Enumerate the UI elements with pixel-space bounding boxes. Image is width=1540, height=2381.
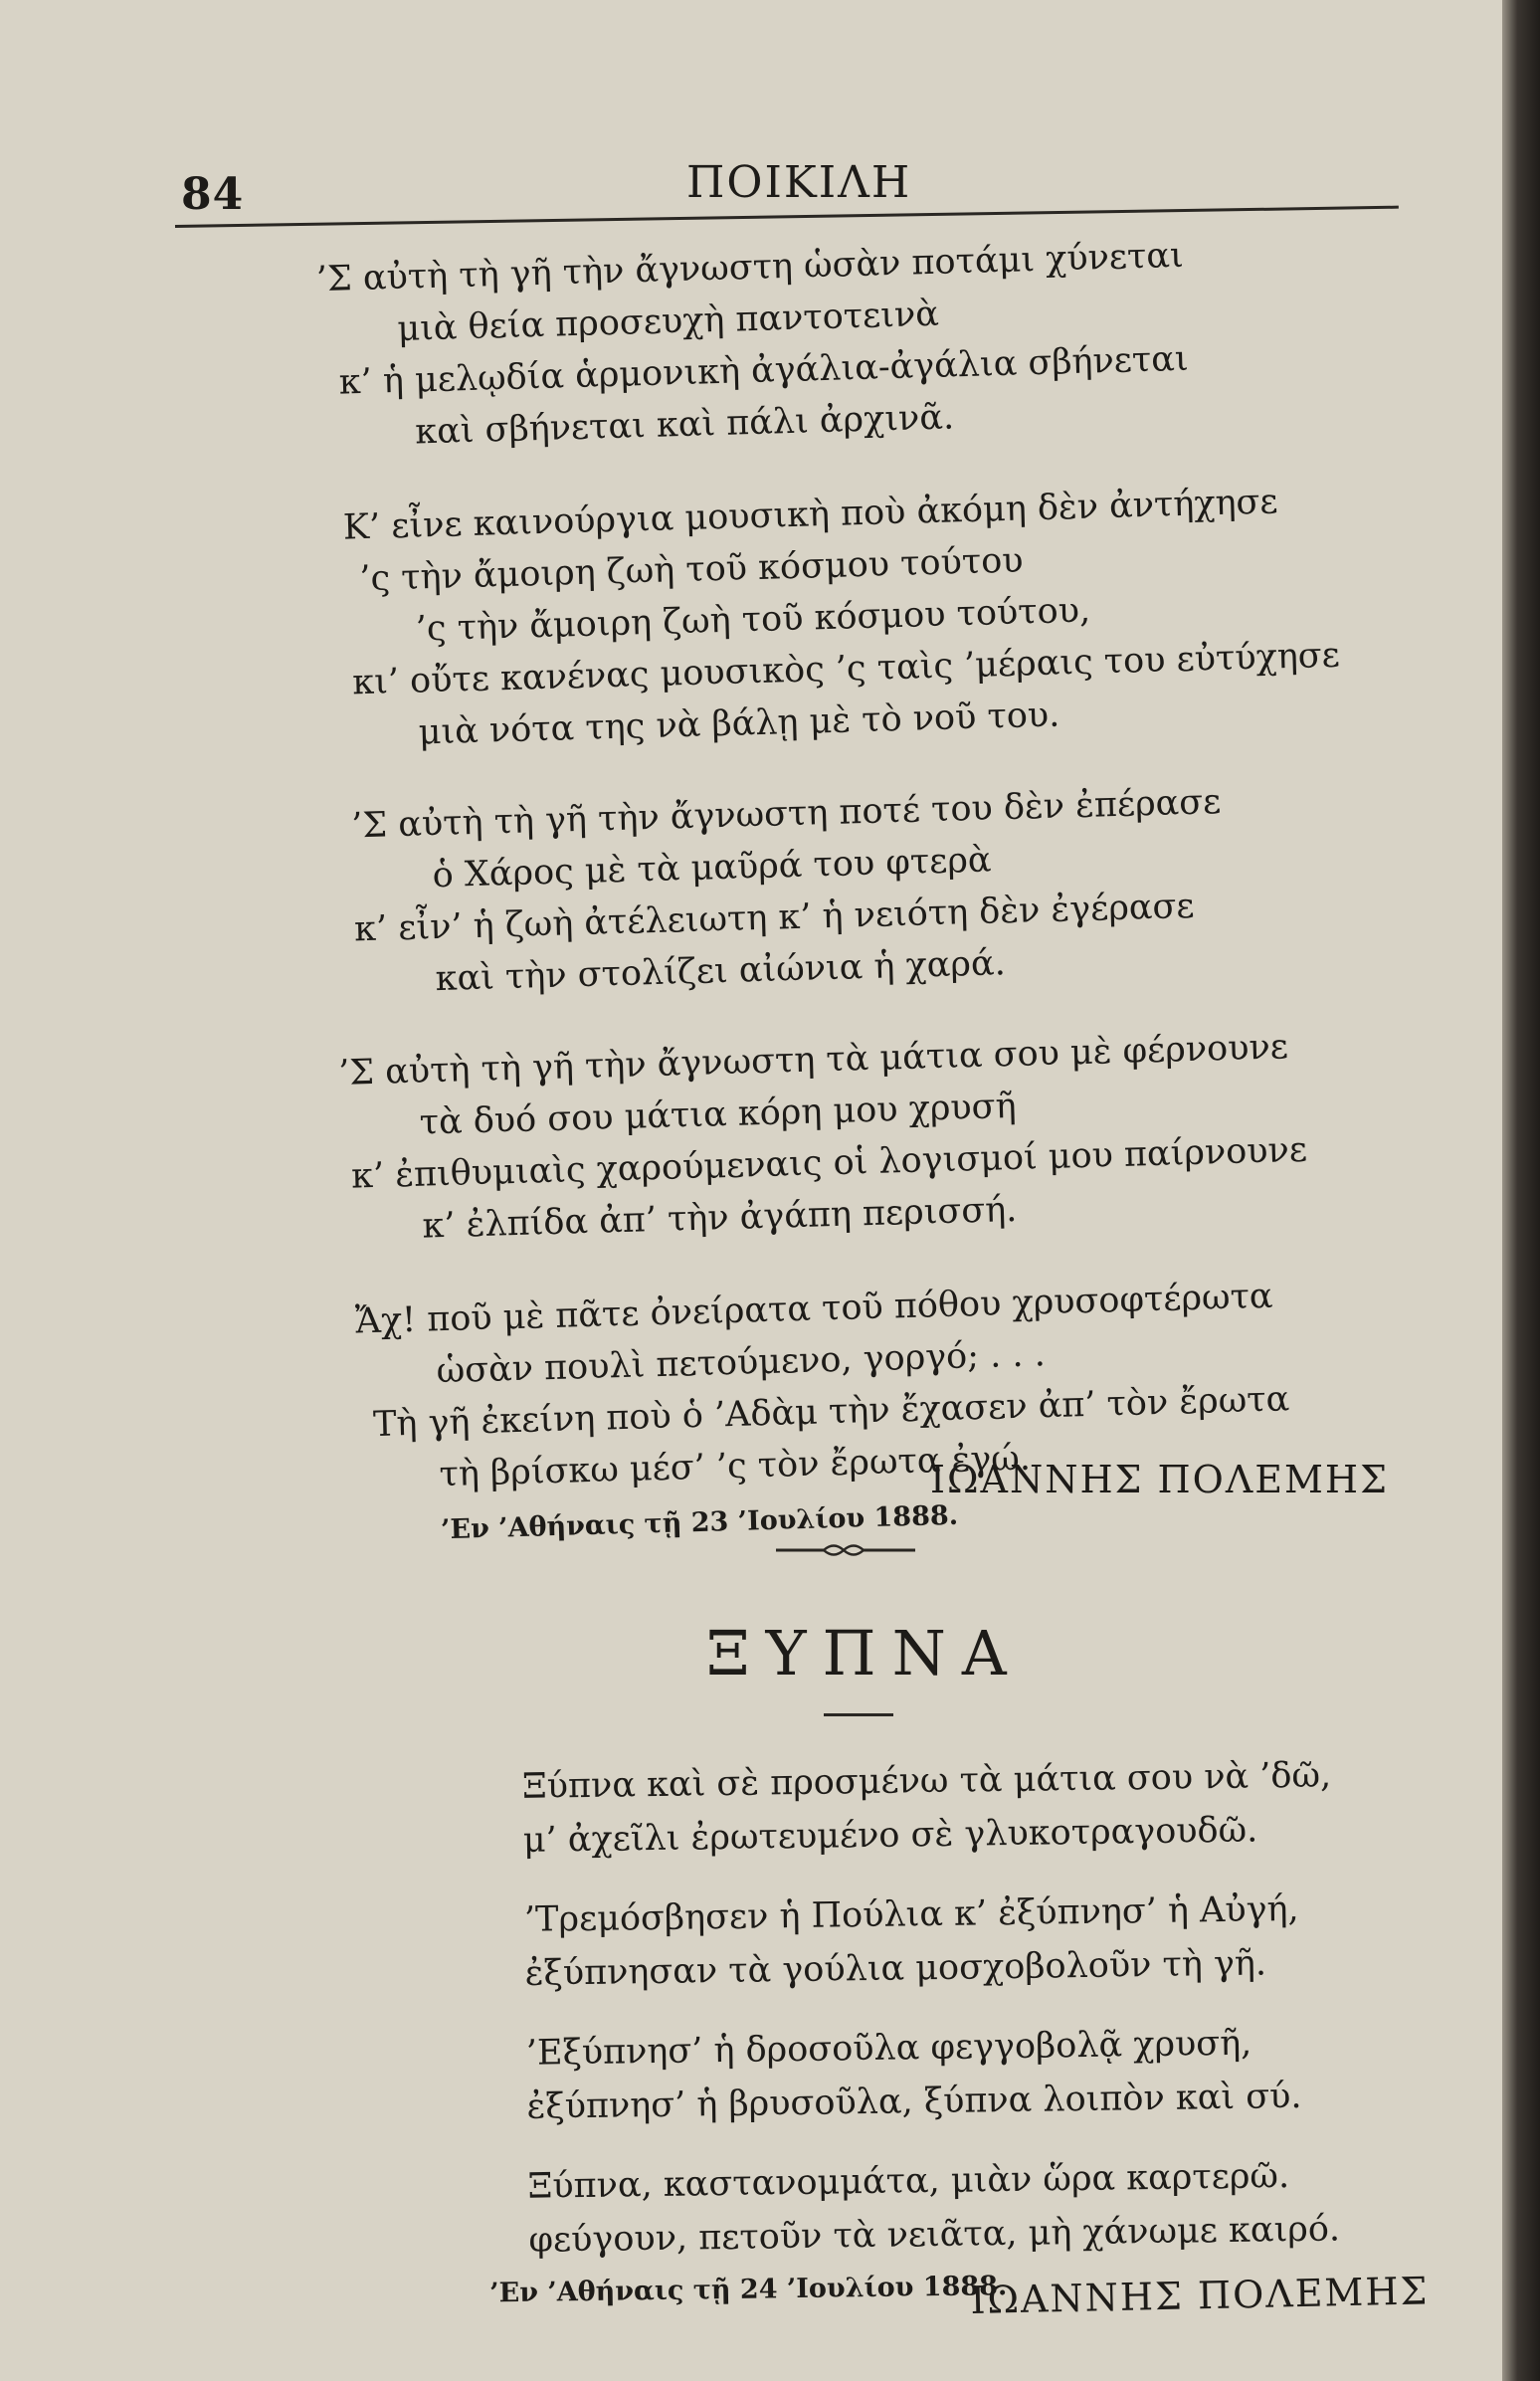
poem-line: καὶ τὴν στολίζει αἰώνια ἡ χαρά. [435,943,1007,1000]
poem-line: ’Σ αὐτὴ τὴ γῆ τὴν ἄγνωστη ποτέ του δὲν ἐπέρασε [350,782,1222,847]
poem-line: ὡσὰν πουλὶ πετούμενο, γοργό; . . . [436,1334,1047,1392]
running-title: ΠΟΙΚΙΛΗ [686,157,912,208]
poem-line: μιὰ νότα της νὰ βάλῃ μὲ τὸ νοῦ του. [418,694,1060,753]
title-rule [824,1713,893,1716]
poem-line: κ’ ἐλπίδα ἀπ’ τὴν ἀγάπη περισσή. [422,1189,1018,1247]
poem-line: κ’ ἡ μελῳδία ἁρμονικὴ ἀγάλια-ἀγάλια σβήνεται [338,338,1190,403]
poem-line: ’Σ αὐτὴ τὴ γῆ τὴν ἄγνωστη ὡσὰν ποτάμι χύνεται [315,235,1185,300]
poem-line: ἐξύπνησ’ ἡ βρυσοῦλα, ξύπνα λοιπὸν καὶ σύ. [526,2076,1302,2127]
poem-line: ὁ Χάρος μὲ τὰ μαῦρά του φτερὰ [432,840,993,896]
poem-date: ’Εν ’Αθήναις τῇ 23 ’Ιουλίου 1888. [440,1499,959,1546]
poem-author: ΙΩΑΝΝΗΣ ΠΟΛΕΜΗΣ [930,1458,1389,1501]
poem-line: Ξύπνα καὶ σὲ προσμένω τὰ μάτια σου νὰ ’δῶ, [521,1755,1332,1807]
poem-line: φεύγουν, πετοῦν τὰ νειᾶτα, μὴ χάνωμε καιρό. [528,2209,1341,2261]
poem-author: ΙΩΑΝΝΗΣ ΠΟΛΕΜΗΣ [970,2269,1430,2322]
poem-line: κι’ οὔτε κανένας μουσικὸς ’ς ταὶς ’μέραις του εὐτύχησε [351,635,1341,703]
poem-line: τὴ βρίσκω μέσ’ ’ς τὸν ἔρωτα ἐγώ. [439,1438,1032,1495]
poem-line: Τὴ γῆ ἐκείνη ποὺ ὁ ’Αδὰμ τὴν ἔχασεν ἀπ’ τὸν ἔρωτα [372,1379,1290,1446]
poem-line: ’Σ αὐτὴ τὴ γῆ τὴν ἄγνωστη τὰ μάτια σου μὲ φέρνουνε [337,1027,1289,1093]
poem-line: ’Εξύπνησ’ ἡ δροσοῦλα φεγγοβολᾷ χρυσῆ, [525,2023,1252,2074]
poem-line: Ξύπνα, καστανομμάτα, μιὰν ὥρα καρτερῶ. [527,2156,1290,2207]
page-number: 84 [181,169,245,220]
poem-line: μ’ ἀχεῖλι ἐρωτευμένο σὲ γλυκοτραγουδῶ. [522,1810,1258,1861]
ornament-divider-icon [776,1538,915,1562]
poem-line: ’Τρεμόσβησεν ἡ Πούλια κ’ ἐξύπνησ’ ἡ Αὐγή, [523,1888,1299,1940]
poem-line: κ’ εἶν’ ἡ ζωὴ ἀτέλειωτη κ’ ἡ νειότη δὲν ἐγέρασε [353,886,1196,950]
poem-line: Κ’ εἶνε καινούργια μουσικὴ ποὺ ἀκόμη δὲν ἀντήχησε [342,482,1279,548]
poem-line: μιὰ θεία προσευχὴ παντοτεινὰ [396,294,940,349]
poem-line: τὰ δυό σου μάτια κόρη μου χρυσῆ [419,1086,1018,1143]
poem-line: καὶ σβήνεται καὶ πάλι ἀρχινᾶ. [414,397,955,453]
header-rule [175,206,1399,228]
poem-line: ’ς τὴν ἄμοιρη ζωὴ τοῦ κόσμου τούτου, [415,590,1091,650]
page-edge-shadow [1502,0,1540,2381]
poem-line: Ἄχ! ποῦ μὲ πᾶτε ὀνείρατα τοῦ πόθου χρυσοφτέρωτα [354,1276,1274,1342]
poem-line: ἐξύπνησαν τὰ γούλια μοσχοβολοῦν τὴ γῆ. [524,1943,1267,1994]
poem-line: ’ς τὴν ἄμοιρη ζωὴ τοῦ κόσμου τούτου [358,540,1025,600]
poem-line: κ’ ἐπιθυμιαὶς χαρούμεναις οἱ λογισμοί μου παίρνουνε [350,1129,1308,1197]
poem-date: ’Εν ’Αθήναις τῇ 24 ’Ιουλίου 1888. [489,2271,1008,2309]
poem-title: ΞΥΠΝΑ [706,1617,1023,1689]
